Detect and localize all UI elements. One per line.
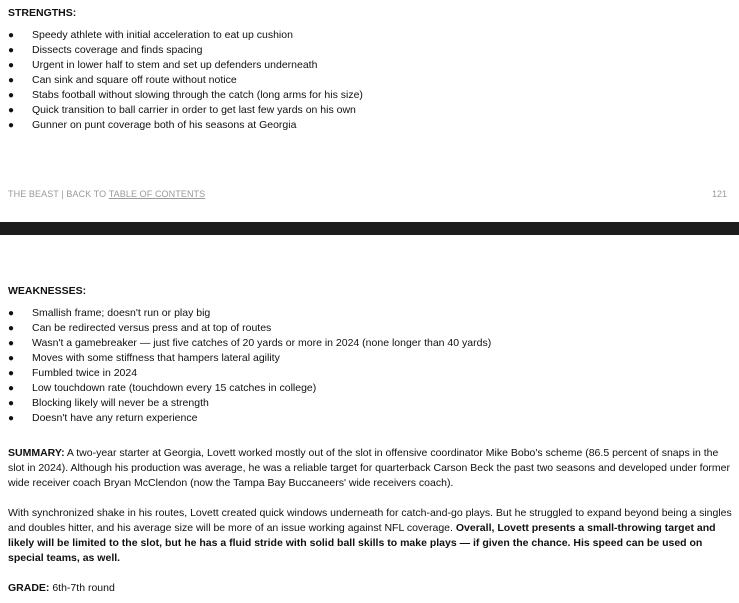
strength-item [8,58,363,73]
grade-value: 6th-7th round [49,582,115,594]
strength-item [8,43,363,58]
strength-item-text: Dissects coverage and finds spacing [32,44,203,56]
bullet-icon: ● [8,413,15,424]
weakness-item [8,321,491,336]
strength-item-text: Gunner on punt coverage both of his seasons at Georgia [32,119,297,131]
weaknesses-list [8,306,491,426]
bullet-icon: ● [8,308,15,319]
bullet-icon: ● [8,398,15,409]
summary-label: SUMMARY: [8,447,65,459]
summary-text: A two-year starter at Georgia, Lovett worked mostly out of the slot in offensive coordinator Mike Bobo's scheme (86.5 percent of snaps in the slot in 2024). Although his production was average, he was a reliable target for quarterback Carson Beck the past two seasons and developed under former wide receiver coach Bryan McClendon (now the Tampa Bay Buccaneers' wide receivers coach). [8,447,731,489]
page-top [0,0,739,222]
grade-label: GRADE: [8,582,50,594]
page-divider [0,222,739,235]
bullet-icon: ● [8,353,15,364]
strength-item-text: Urgent in lower half to stem and set up defenders underneath [32,59,318,71]
page-footer [8,187,205,202]
strength-item [8,88,363,103]
weakness-item-text: Low touchdown rate (touchdown every 15 catches in college) [32,382,317,394]
page-bottom [0,235,739,603]
summary-paragraph [8,446,732,491]
weakness-item [8,381,491,396]
weakness-item-text: Wasn't a gamebreaker — just five catches of 20 yards or more in 2024 (none longer than 40 yards) [32,337,492,349]
strength-item-text: Can sink and square off route without notice [32,74,237,86]
analysis-text: With synchronized shake in his routes, Lovett created quick windows underneath for catch-and-go plays. But he struggled to expand beyond being a singles and doubles hitter, and his average size will be more of an issue working against NFL coverage. [8,507,732,534]
table-of-contents-link[interactable]: TABLE OF CONTENTS [108,189,206,199]
grade-line [8,581,732,596]
weakness-item-text: Doesn't have any return experience [32,412,198,424]
bullet-icon: ● [8,323,15,334]
weakness-item-text: Fumbled twice in 2024 [32,367,138,379]
footer-prefix: THE BEAST | BACK TO [8,189,109,199]
bullet-icon: ● [8,90,15,101]
strengths-heading: STRENGTHS: [8,7,77,19]
weakness-item-text: Moves with some stiffness that hampers lateral agility [32,352,280,364]
strength-item [8,118,363,133]
weakness-item-text: Can be redirected versus press and at top of routes [32,322,272,334]
bullet-icon: ● [8,383,15,394]
strength-item [8,103,363,118]
weakness-item-text: Smallish frame; doesn't run or play big [32,307,211,319]
weaknesses-heading: WEAKNESSES: [8,285,87,297]
weakness-item [8,366,491,381]
bullet-icon: ● [8,120,15,131]
analysis-paragraph [8,506,732,566]
bullet-icon: ● [8,60,15,71]
weakness-item [8,336,491,351]
strength-item [8,73,363,88]
bullet-icon: ● [8,75,15,86]
analysis-bold-text: Overall, Lovett presents a small-throwing target and likely will be limited to the slot, but he has a fluid stride with solid ball skills to make plays — if given the chance. His speed can be used on special teams, as well. [8,522,716,564]
weakness-item [8,351,491,366]
weakness-item [8,306,491,321]
bullet-icon: ● [8,30,15,41]
weakness-item-text: Blocking likely will never be a strength [32,397,209,409]
page-number: 121 [711,189,727,199]
bullet-icon: ● [8,368,15,379]
strengths-list [8,28,363,133]
bullet-icon: ● [8,105,15,116]
strength-item-text: Quick transition to ball carrier in order to get last few yards on his own [32,104,356,116]
weakness-item [8,411,491,426]
bullet-icon: ● [8,338,15,349]
bullet-icon: ● [8,45,15,56]
strength-item-text: Speedy athlete with initial acceleration to eat up cushion [32,29,293,41]
strength-item-text: Stabs football without slowing through the catch (long arms for his size) [32,89,363,101]
strength-item [8,28,363,43]
weakness-item [8,396,491,411]
